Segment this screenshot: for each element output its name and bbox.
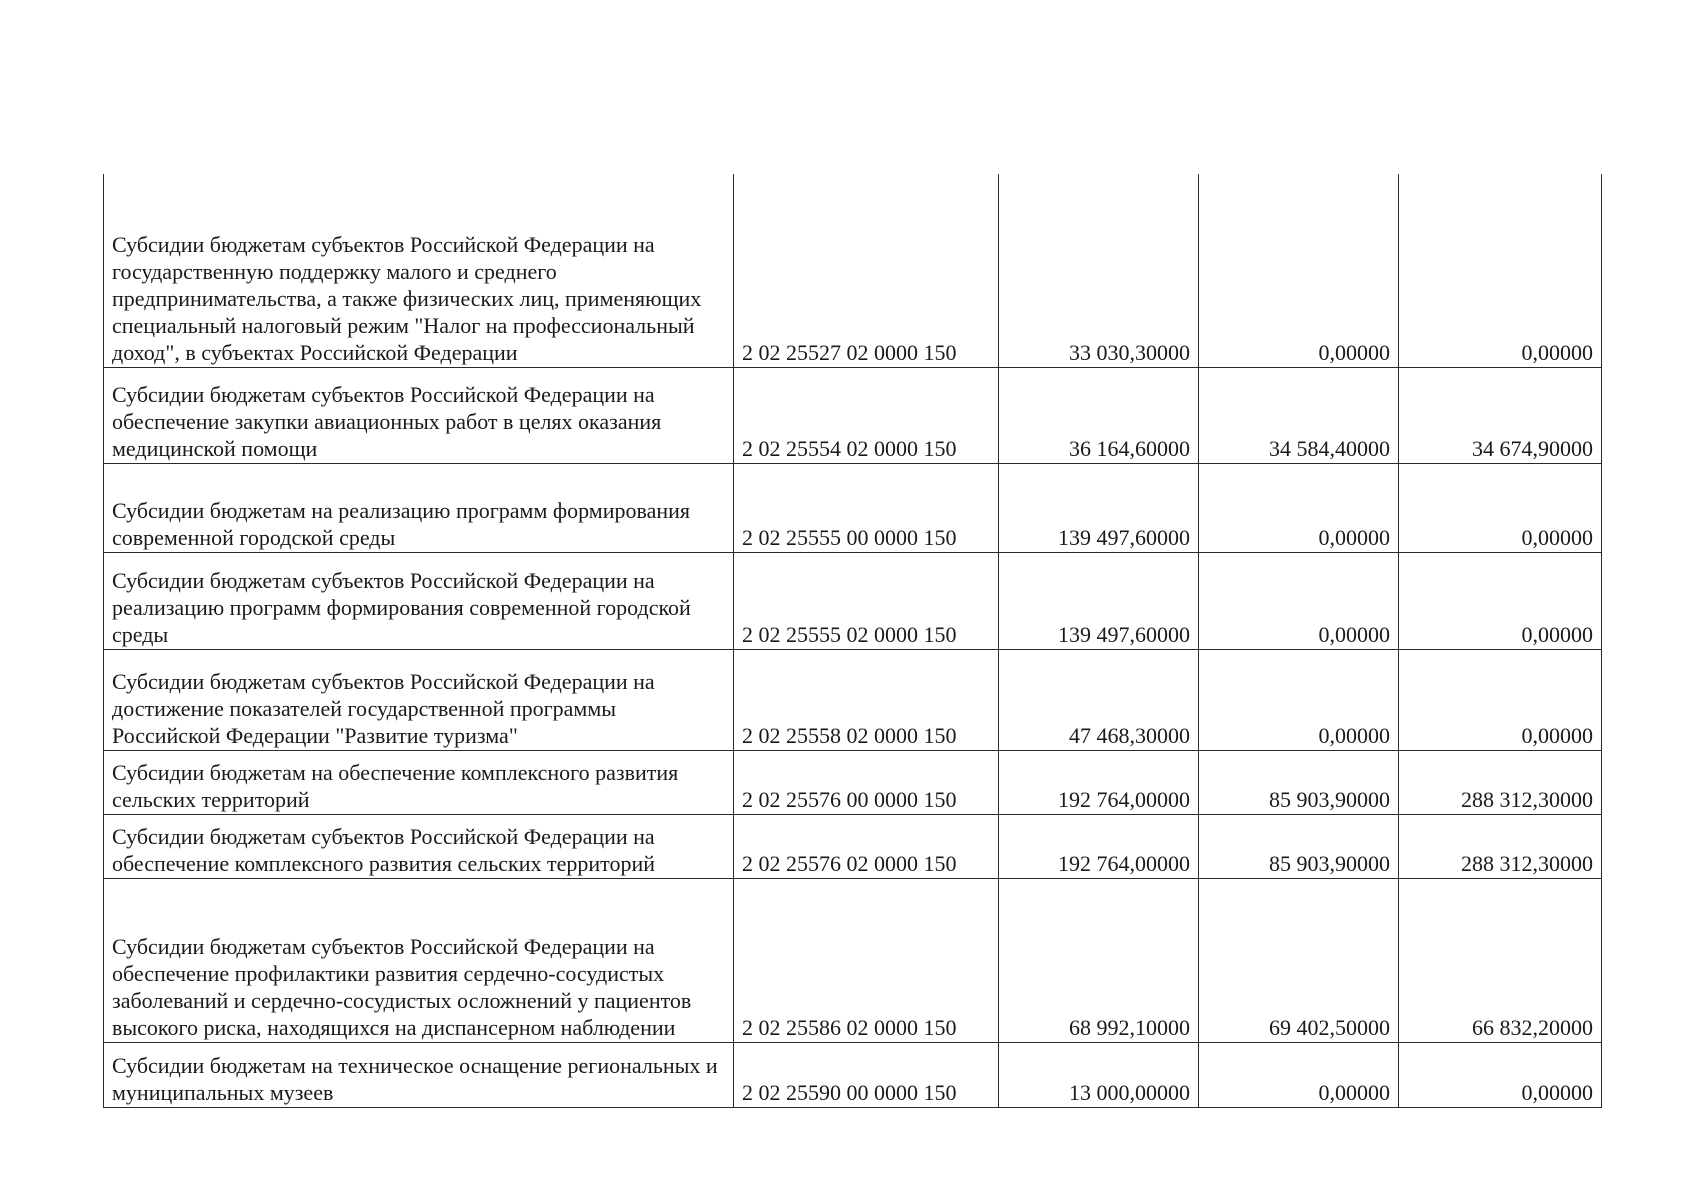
row-name: Субсидии бюджетам субъектов Российской Федерации на обеспечение комплексного развития сельских территорий: [104, 814, 734, 878]
row-value-2: 69 402,50000: [1199, 878, 1399, 1042]
table-row: [104, 174, 1602, 367]
row-name: Субсидии бюджетам субъектов Российской Федерации на обеспечение профилактики развития сердечно-сосудистых заболеваний и сердечно-сосудистых осложнений у пациентов высокого риска, находящихся на диспансерном наблюдении: [104, 878, 734, 1042]
row-value-1: 36 164,60000: [999, 367, 1199, 463]
row-code: 2 02 25586 02 0000 150: [734, 878, 999, 1042]
row-value-1: 68 992,10000: [999, 878, 1199, 1042]
table-row: [104, 649, 1602, 750]
row-value-2: 85 903,90000: [1199, 750, 1399, 814]
row-value-3: 288 312,30000: [1399, 750, 1602, 814]
row-value-3: 288 312,30000: [1399, 814, 1602, 878]
row-value-1: 33 030,30000: [999, 174, 1199, 367]
row-name: Субсидии бюджетам на техническое оснащение региональных и муниципальных музеев: [104, 1042, 734, 1107]
row-code: 2 02 25527 02 0000 150: [734, 174, 999, 367]
row-code: 2 02 25590 00 0000 150: [734, 1042, 999, 1107]
row-value-2: 0,00000: [1199, 463, 1399, 552]
table-row: [104, 367, 1602, 463]
budget-subsidies-table: [103, 174, 1602, 1108]
row-code: 2 02 25555 00 0000 150: [734, 463, 999, 552]
row-value-3: 0,00000: [1399, 552, 1602, 649]
row-code: 2 02 25558 02 0000 150: [734, 649, 999, 750]
row-value-1: 139 497,60000: [999, 463, 1199, 552]
table-row: [104, 878, 1602, 1042]
row-code: 2 02 25576 00 0000 150: [734, 750, 999, 814]
row-code: 2 02 25555 02 0000 150: [734, 552, 999, 649]
row-name: Субсидии бюджетам субъектов Российской Федерации на достижение показателей государственной программы Российской Федерации "Развитие туризма": [104, 649, 734, 750]
row-name: Субсидии бюджетам на обеспечение комплексного развития сельских территорий: [104, 750, 734, 814]
table-row: [104, 814, 1602, 878]
table-row: [104, 552, 1602, 649]
row-value-1: 192 764,00000: [999, 750, 1199, 814]
row-value-3: 0,00000: [1399, 463, 1602, 552]
row-value-1: 139 497,60000: [999, 552, 1199, 649]
row-value-3: 0,00000: [1399, 174, 1602, 367]
row-value-2: 0,00000: [1199, 1042, 1399, 1107]
row-name: Субсидии бюджетам субъектов Российской Федерации на обеспечение закупки авиационных работ в целях оказания медицинской помощи: [104, 367, 734, 463]
row-value-1: 13 000,00000: [999, 1042, 1199, 1107]
row-value-2: 0,00000: [1199, 174, 1399, 367]
row-code: 2 02 25554 02 0000 150: [734, 367, 999, 463]
table-row: [104, 1042, 1602, 1107]
row-value-1: 47 468,30000: [999, 649, 1199, 750]
table-row: [104, 750, 1602, 814]
row-value-3: 66 832,20000: [1399, 878, 1602, 1042]
row-name: Субсидии бюджетам субъектов Российской Федерации на реализацию программ формирования современной городской среды: [104, 552, 734, 649]
row-code: 2 02 25576 02 0000 150: [734, 814, 999, 878]
row-value-1: 192 764,00000: [999, 814, 1199, 878]
row-value-2: 0,00000: [1199, 552, 1399, 649]
row-value-3: 34 674,90000: [1399, 367, 1602, 463]
row-value-3: 0,00000: [1399, 1042, 1602, 1107]
row-name: Субсидии бюджетам на реализацию программ формирования современной городской среды: [104, 463, 734, 552]
row-value-2: 0,00000: [1199, 649, 1399, 750]
row-value-2: 34 584,40000: [1199, 367, 1399, 463]
row-value-2: 85 903,90000: [1199, 814, 1399, 878]
row-name: Субсидии бюджетам субъектов Российской Федерации на государственную поддержку малого и среднего предпринимательства, а также физических лиц, применяющих специальный налоговый режим "Налог на профессиональный доход", в субъектах Российской Федерации: [104, 174, 734, 367]
row-value-3: 0,00000: [1399, 649, 1602, 750]
table-row: [104, 463, 1602, 552]
